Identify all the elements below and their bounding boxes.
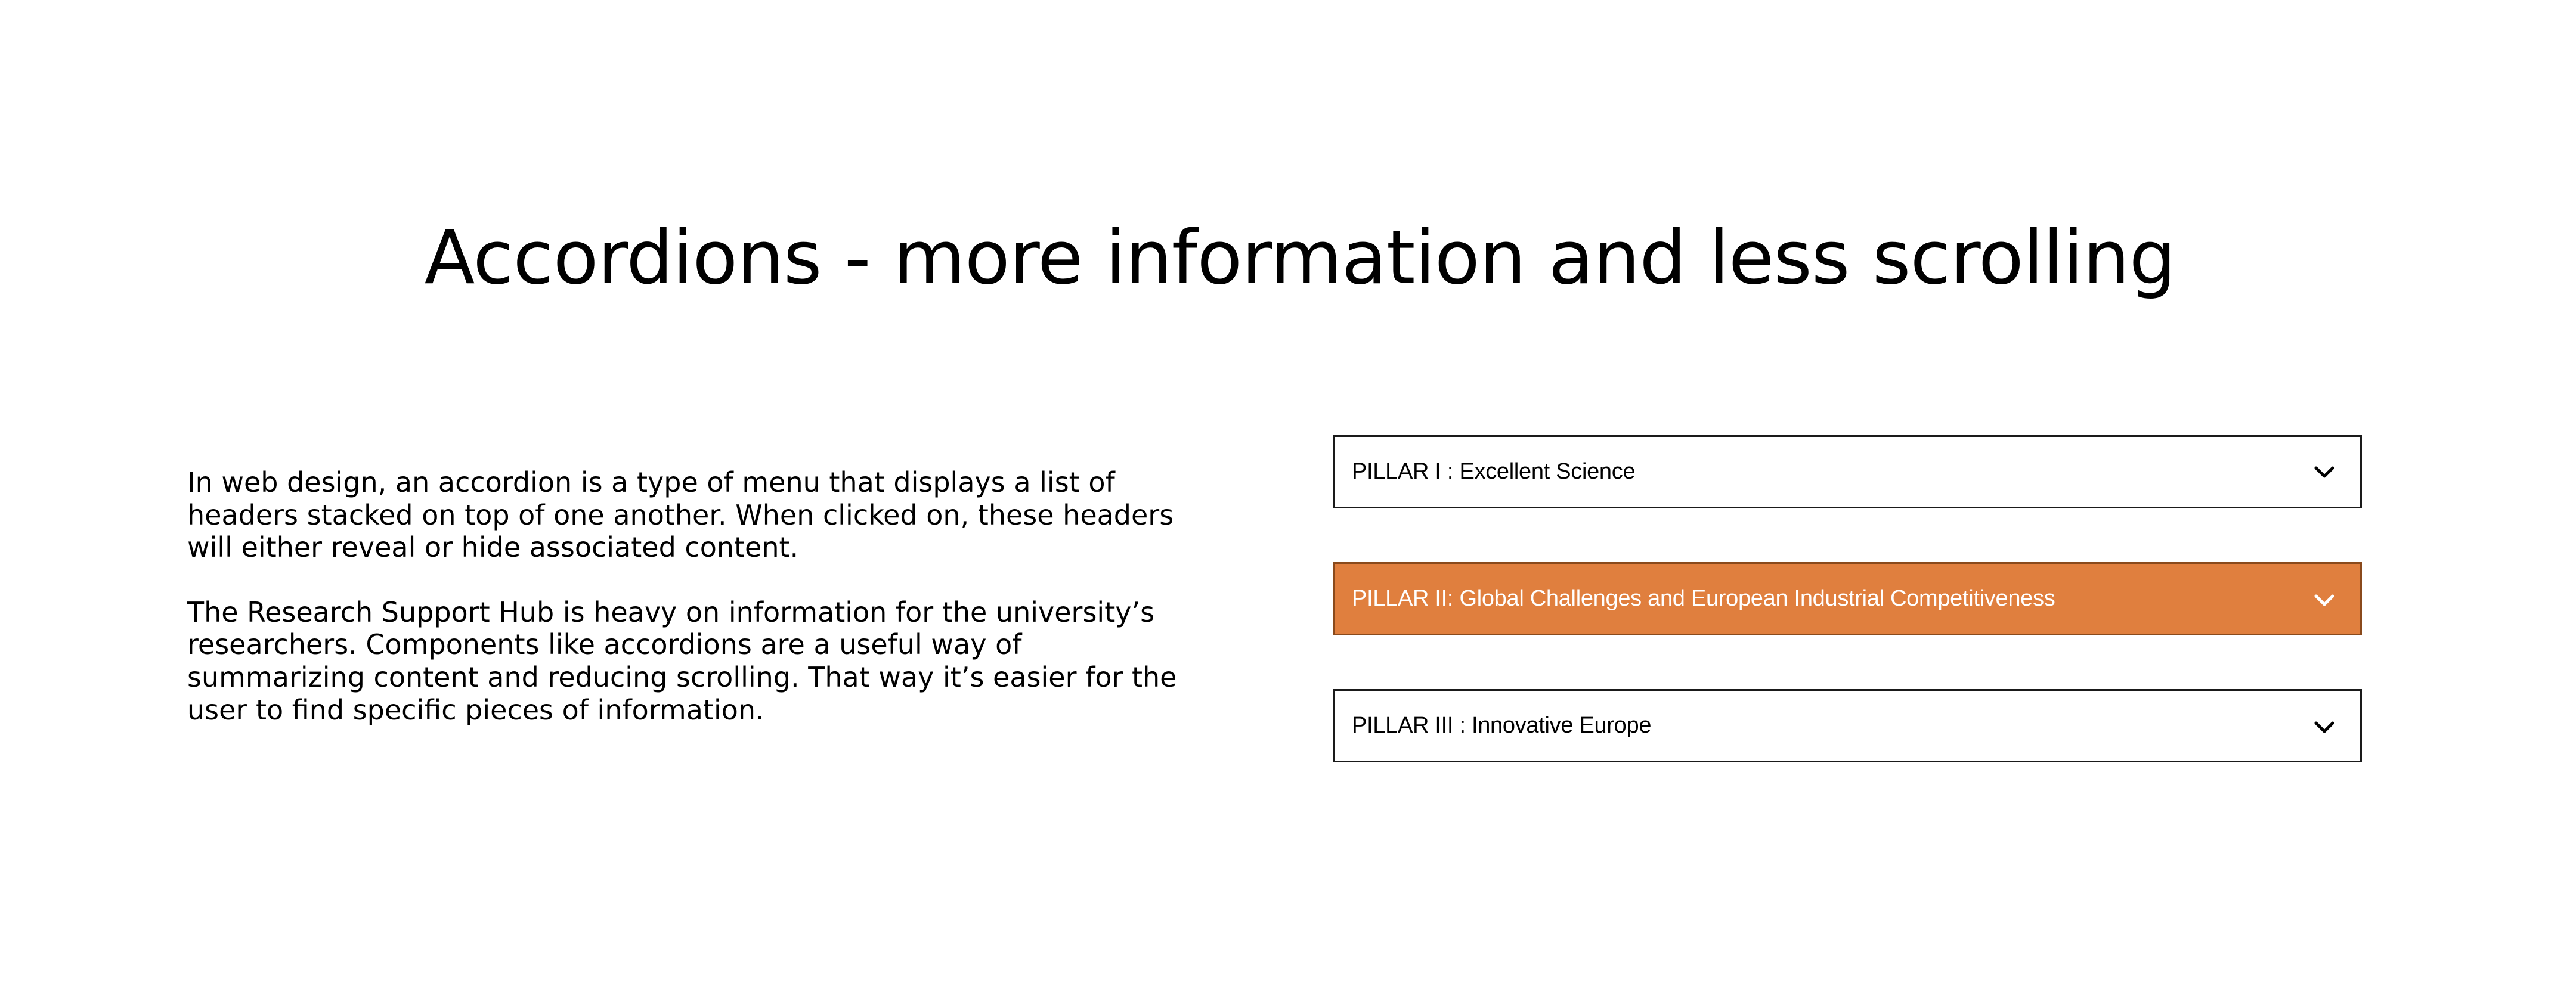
chevron-down-icon[interactable] [2310, 712, 2339, 740]
chevron-down-icon[interactable] [2310, 585, 2339, 613]
intro-paragraph-2: The Research Support Hub is heavy on information for the university’s researchers. Components like accordions are a useful way of summarizing content and reducing scrolling. That way it’s easier for the user to find specific pieces of information. [187, 595, 1177, 726]
accordion-item-label: PILLAR II: Global Challenges and European Industrial Competitiveness [1352, 586, 2055, 611]
accordion-item-label: PILLAR I : Excellent Science [1352, 459, 1636, 484]
accordion-item-pillar-1[interactable] [1333, 435, 2362, 508]
intro-text [187, 466, 1201, 758]
accordion-item-pillar-2[interactable] [1333, 562, 2362, 635]
intro-paragraph-1: In web design, an accordion is a type of menu that displays a list of headers stacked on top of one another. When clicked on, these headers will either reveal or hide associated content. [187, 466, 1174, 564]
chevron-down-icon[interactable] [2310, 458, 2339, 486]
page-title: Accordions - more information and less scrolling [424, 215, 2176, 301]
accordion-item-pillar-3[interactable] [1333, 689, 2362, 762]
accordion-item-label: PILLAR III : Innovative Europe [1352, 713, 1652, 738]
accordion [1333, 435, 2362, 816]
